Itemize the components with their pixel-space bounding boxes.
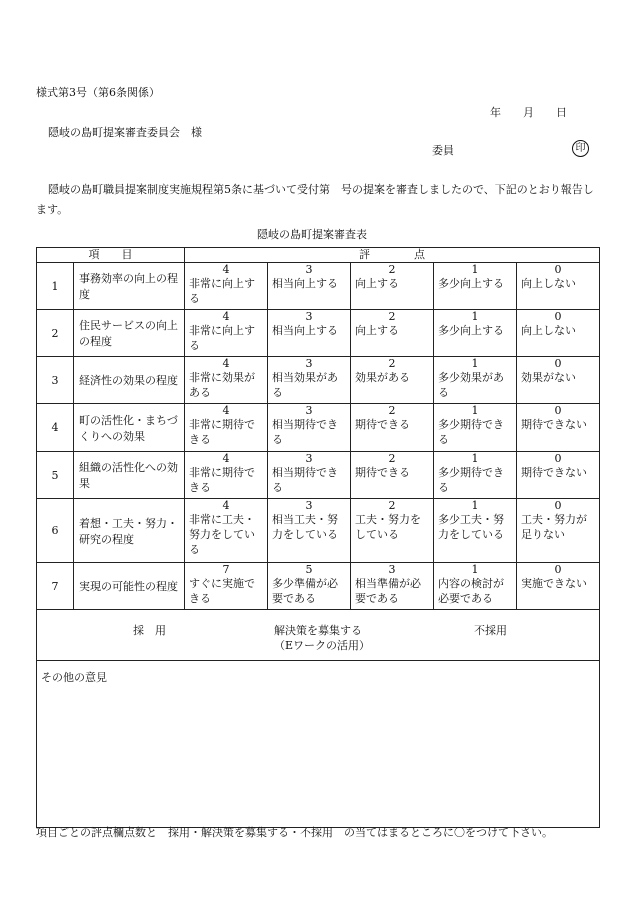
score-cell[interactable] — [351, 404, 434, 452]
row-item: 事務効率の向上の程度 — [74, 263, 185, 310]
score-points: 1 — [471, 404, 479, 417]
score-label: 工夫・努力をしている — [355, 513, 421, 541]
score-cell[interactable] — [185, 563, 268, 610]
score-points: 1 — [471, 452, 479, 465]
score-points: 2 — [388, 310, 396, 323]
decision-solicit-sub: （Eワークの活用） — [274, 639, 371, 652]
score-points: 0 — [554, 452, 562, 465]
score-points: 0 — [554, 404, 562, 417]
score-points: 3 — [305, 499, 313, 512]
score-label: 多少向上する — [438, 324, 504, 337]
row-number: 6 — [37, 499, 74, 563]
score-cell[interactable] — [517, 452, 600, 499]
score-cell[interactable] — [434, 357, 517, 404]
score-label: 多少向上する — [438, 277, 504, 290]
intro-text: 隠岐の島町職員提案制度実施規程第5条に基づいて受付第 号の提案を審査しましたので、下記のとおり報告します。 — [36, 183, 594, 216]
score-cell[interactable] — [268, 263, 351, 310]
score-cell[interactable] — [268, 357, 351, 404]
score-label: 非常に期待できる — [189, 466, 255, 494]
score-cell[interactable] — [268, 499, 351, 563]
score-label: 多少期待できる — [438, 418, 504, 446]
score-label: 相当期待できる — [272, 418, 338, 446]
score-row — [37, 452, 600, 499]
row-item: 住民サービスの向上の程度 — [74, 310, 185, 357]
score-points: 0 — [554, 563, 562, 576]
score-label: 実施できない — [521, 577, 587, 590]
score-label: 期待できない — [521, 466, 587, 479]
score-row — [37, 404, 600, 452]
score-row — [37, 263, 600, 310]
score-points: 0 — [554, 357, 562, 370]
score-label: 内容の検討が必要である — [438, 577, 504, 605]
score-points: 3 — [305, 310, 313, 323]
score-cell[interactable] — [434, 499, 517, 563]
score-points: 2 — [388, 357, 396, 370]
footnote: 項目ごとの評点欄点数と 採用・解決策を募集する・不採用 の当てはまるところに〇をつけて下さい。 — [36, 826, 553, 839]
score-cell[interactable] — [185, 263, 268, 310]
score-label: 期待できる — [355, 418, 410, 431]
score-label: 多少効果がある — [438, 371, 504, 399]
score-points: 2 — [388, 452, 396, 465]
seal-mark: 印 — [572, 140, 589, 157]
score-label: すぐに実施できる — [189, 577, 255, 605]
score-cell[interactable] — [517, 263, 600, 310]
score-row — [37, 310, 600, 357]
row-item: 町の活性化・まちづくりへの効果 — [74, 404, 185, 452]
score-cell[interactable] — [268, 404, 351, 452]
score-label: 工夫・努力が足りない — [521, 513, 587, 541]
score-row — [37, 563, 600, 610]
score-points: 2 — [388, 404, 396, 417]
score-cell[interactable] — [517, 499, 600, 563]
row-number: 1 — [37, 263, 74, 310]
score-cell[interactable] — [185, 310, 268, 357]
score-label: 多少期待できる — [438, 466, 504, 494]
score-points: 4 — [222, 404, 230, 417]
score-points: 2 — [388, 263, 396, 276]
decision-reject[interactable]: 不採用 — [474, 624, 507, 637]
score-label: 向上しない — [521, 324, 576, 337]
row-number: 2 — [37, 310, 74, 357]
score-cell[interactable] — [434, 404, 517, 452]
score-points: 1 — [471, 357, 479, 370]
score-points: 3 — [305, 452, 313, 465]
score-label: 効果がある — [355, 371, 410, 384]
score-points: 1 — [471, 563, 479, 576]
score-points: 0 — [554, 499, 562, 512]
row-item: 組織の活性化への効果 — [74, 452, 185, 499]
score-points: 1 — [471, 499, 479, 512]
score-points: 3 — [305, 263, 313, 276]
review-table — [36, 247, 600, 828]
other-opinion-label: その他の意見 — [41, 671, 107, 684]
score-label: 相当期待できる — [272, 466, 338, 494]
header-score: 評 点 — [185, 248, 600, 263]
score-label: 相当工夫・努力をしている — [272, 513, 338, 541]
row-number: 3 — [37, 357, 74, 404]
score-points: 4 — [222, 452, 230, 465]
score-points: 1 — [471, 263, 479, 276]
other-opinion-row — [37, 661, 600, 828]
row-item: 着想・工夫・努力・研究の程度 — [74, 499, 185, 563]
row-number: 7 — [37, 563, 74, 610]
score-label: 多少工夫・努力をしている — [438, 513, 504, 541]
score-cell[interactable] — [517, 310, 600, 357]
score-points: 4 — [222, 310, 230, 323]
score-cell[interactable] — [351, 263, 434, 310]
score-label: 向上する — [355, 324, 399, 337]
score-label: 相当向上する — [272, 324, 338, 337]
row-item: 実現の可能性の程度 — [74, 563, 185, 610]
score-label: 相当向上する — [272, 277, 338, 290]
table-title: 隠岐の島町提案審査表 — [257, 228, 367, 241]
score-row — [37, 499, 600, 563]
score-label: 期待できる — [355, 466, 410, 479]
score-cell[interactable] — [351, 563, 434, 610]
score-cell[interactable] — [517, 563, 600, 610]
score-points: 4 — [222, 263, 230, 276]
score-cell[interactable] — [434, 263, 517, 310]
score-label: 相当準備が必要である — [355, 577, 421, 605]
addressee: 隠岐の島町提案審査委員会 様 — [48, 126, 202, 139]
table-header — [37, 248, 600, 263]
score-points: 1 — [471, 310, 479, 323]
score-label: 効果がない — [521, 371, 576, 384]
score-label: 非常に向上する — [189, 324, 255, 352]
score-cell[interactable] — [185, 499, 268, 563]
score-cell[interactable] — [351, 452, 434, 499]
header-item: 項 目 — [37, 248, 185, 263]
decision-row — [37, 610, 600, 661]
score-cell[interactable] — [268, 563, 351, 610]
score-points: 4 — [222, 499, 230, 512]
score-points: 2 — [388, 499, 396, 512]
score-cell[interactable] — [517, 404, 600, 452]
score-cell[interactable] — [517, 357, 600, 404]
score-points: 3 — [305, 404, 313, 417]
score-label: 期待できない — [521, 418, 587, 431]
score-cell[interactable] — [185, 357, 268, 404]
date-label: 年 月 日 — [490, 106, 567, 119]
score-label: 向上しない — [521, 277, 576, 290]
score-points: 5 — [305, 563, 313, 576]
score-label: 非常に向上する — [189, 277, 255, 305]
member-label: 委員 — [432, 144, 454, 157]
score-cell[interactable] — [434, 452, 517, 499]
score-points: 3 — [388, 563, 396, 576]
score-points: 7 — [222, 563, 230, 576]
score-points: 0 — [554, 263, 562, 276]
score-cell[interactable] — [434, 310, 517, 357]
score-cell[interactable] — [351, 357, 434, 404]
score-cell[interactable] — [268, 452, 351, 499]
score-points: 0 — [554, 310, 562, 323]
score-label: 非常に効果がある — [189, 371, 255, 399]
score-cell[interactable] — [434, 563, 517, 610]
score-row — [37, 357, 600, 404]
score-cell[interactable] — [185, 404, 268, 452]
score-label: 向上する — [355, 277, 399, 290]
decision-solicit[interactable]: 解決策を募集する — [274, 624, 362, 637]
score-cell[interactable] — [268, 310, 351, 357]
decision-adopt[interactable]: 採 用 — [133, 624, 166, 637]
score-label: 多少準備が必要である — [272, 577, 338, 605]
row-number: 4 — [37, 404, 74, 452]
form-number: 様式第3号（第6条関係） — [36, 86, 160, 99]
score-cell[interactable] — [351, 310, 434, 357]
score-label: 非常に工夫・努力をしている — [189, 513, 255, 556]
score-points: 3 — [305, 357, 313, 370]
score-label: 相当効果がある — [272, 371, 338, 399]
score-cell[interactable] — [185, 452, 268, 499]
row-number: 5 — [37, 452, 74, 499]
score-label: 非常に期待できる — [189, 418, 255, 446]
row-item: 経済性の効果の程度 — [74, 357, 185, 404]
score-points: 4 — [222, 357, 230, 370]
score-cell[interactable] — [351, 499, 434, 563]
